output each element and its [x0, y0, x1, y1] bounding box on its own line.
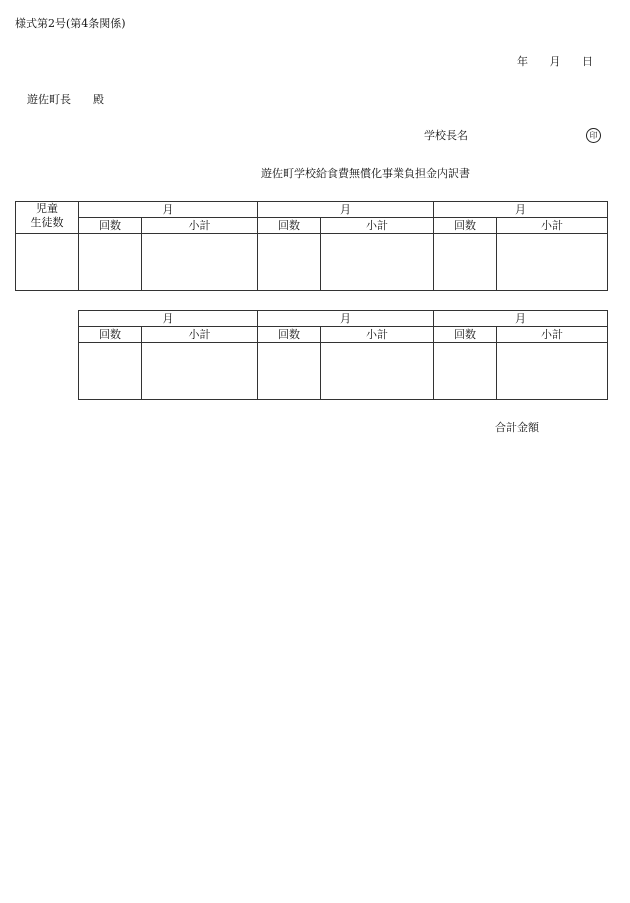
- addressee: [27, 93, 104, 107]
- subtotal-header: 小計: [321, 327, 434, 343]
- count-header: 回数: [434, 218, 497, 234]
- form-number: 様式第2号(第4条関係): [15, 17, 126, 30]
- month-header: 月: [258, 311, 434, 327]
- subtotal-header: 小計: [142, 327, 258, 343]
- count-cell[interactable]: [79, 343, 142, 400]
- table-row: [79, 327, 608, 343]
- count-header: 回数: [434, 327, 497, 343]
- month-header: 月: [258, 202, 434, 218]
- count-cell[interactable]: [258, 343, 321, 400]
- addressee-honorific: 殿: [93, 93, 104, 106]
- count-header: 回数: [79, 218, 142, 234]
- subtotal-cell[interactable]: [497, 234, 608, 291]
- table-row: [16, 202, 608, 218]
- count-header: 回数: [258, 218, 321, 234]
- table-row: [79, 343, 608, 400]
- subtotal-cell[interactable]: [497, 343, 608, 400]
- seal-mark: 印: [586, 128, 601, 143]
- subtotal-cell[interactable]: [142, 234, 258, 291]
- count-cell[interactable]: [79, 234, 142, 291]
- student-count-header: [16, 202, 79, 234]
- student-count-cell[interactable]: [16, 234, 79, 291]
- breakdown-table-2: [78, 310, 608, 400]
- total-amount-label: 合計金額: [495, 421, 539, 434]
- month-header: 月: [79, 202, 258, 218]
- date-line: [517, 55, 593, 69]
- month-header: 月: [434, 311, 608, 327]
- date-month: 月: [549, 55, 561, 68]
- subtotal-header: 小計: [497, 218, 608, 234]
- student-count-header-line1: 児童: [36, 202, 58, 215]
- table-row: [79, 311, 608, 327]
- count-cell[interactable]: [258, 234, 321, 291]
- month-header: 月: [434, 202, 608, 218]
- count-cell[interactable]: [434, 234, 497, 291]
- count-cell[interactable]: [434, 343, 497, 400]
- student-count-header-line2: 生徒数: [30, 216, 64, 229]
- subtotal-cell[interactable]: [142, 343, 258, 400]
- subtotal-cell[interactable]: [321, 343, 434, 400]
- subtotal-header: 小計: [321, 218, 434, 234]
- month-header: 月: [79, 311, 258, 327]
- subtotal-header: 小計: [497, 327, 608, 343]
- count-header: 回数: [79, 327, 142, 343]
- table-row: [16, 234, 608, 291]
- table-row: [16, 218, 608, 234]
- breakdown-table-1: [15, 201, 608, 291]
- addressee-name: 遊佐町長: [27, 93, 71, 106]
- date-year: 年: [517, 55, 528, 68]
- principal-name-label: 学校長名: [424, 129, 468, 142]
- subtotal-cell[interactable]: [321, 234, 434, 291]
- date-day: 日: [582, 55, 593, 68]
- count-header: 回数: [258, 327, 321, 343]
- document-title: 遊佐町学校給食費無償化事業負担金内訳書: [261, 167, 470, 180]
- subtotal-header: 小計: [142, 218, 258, 234]
